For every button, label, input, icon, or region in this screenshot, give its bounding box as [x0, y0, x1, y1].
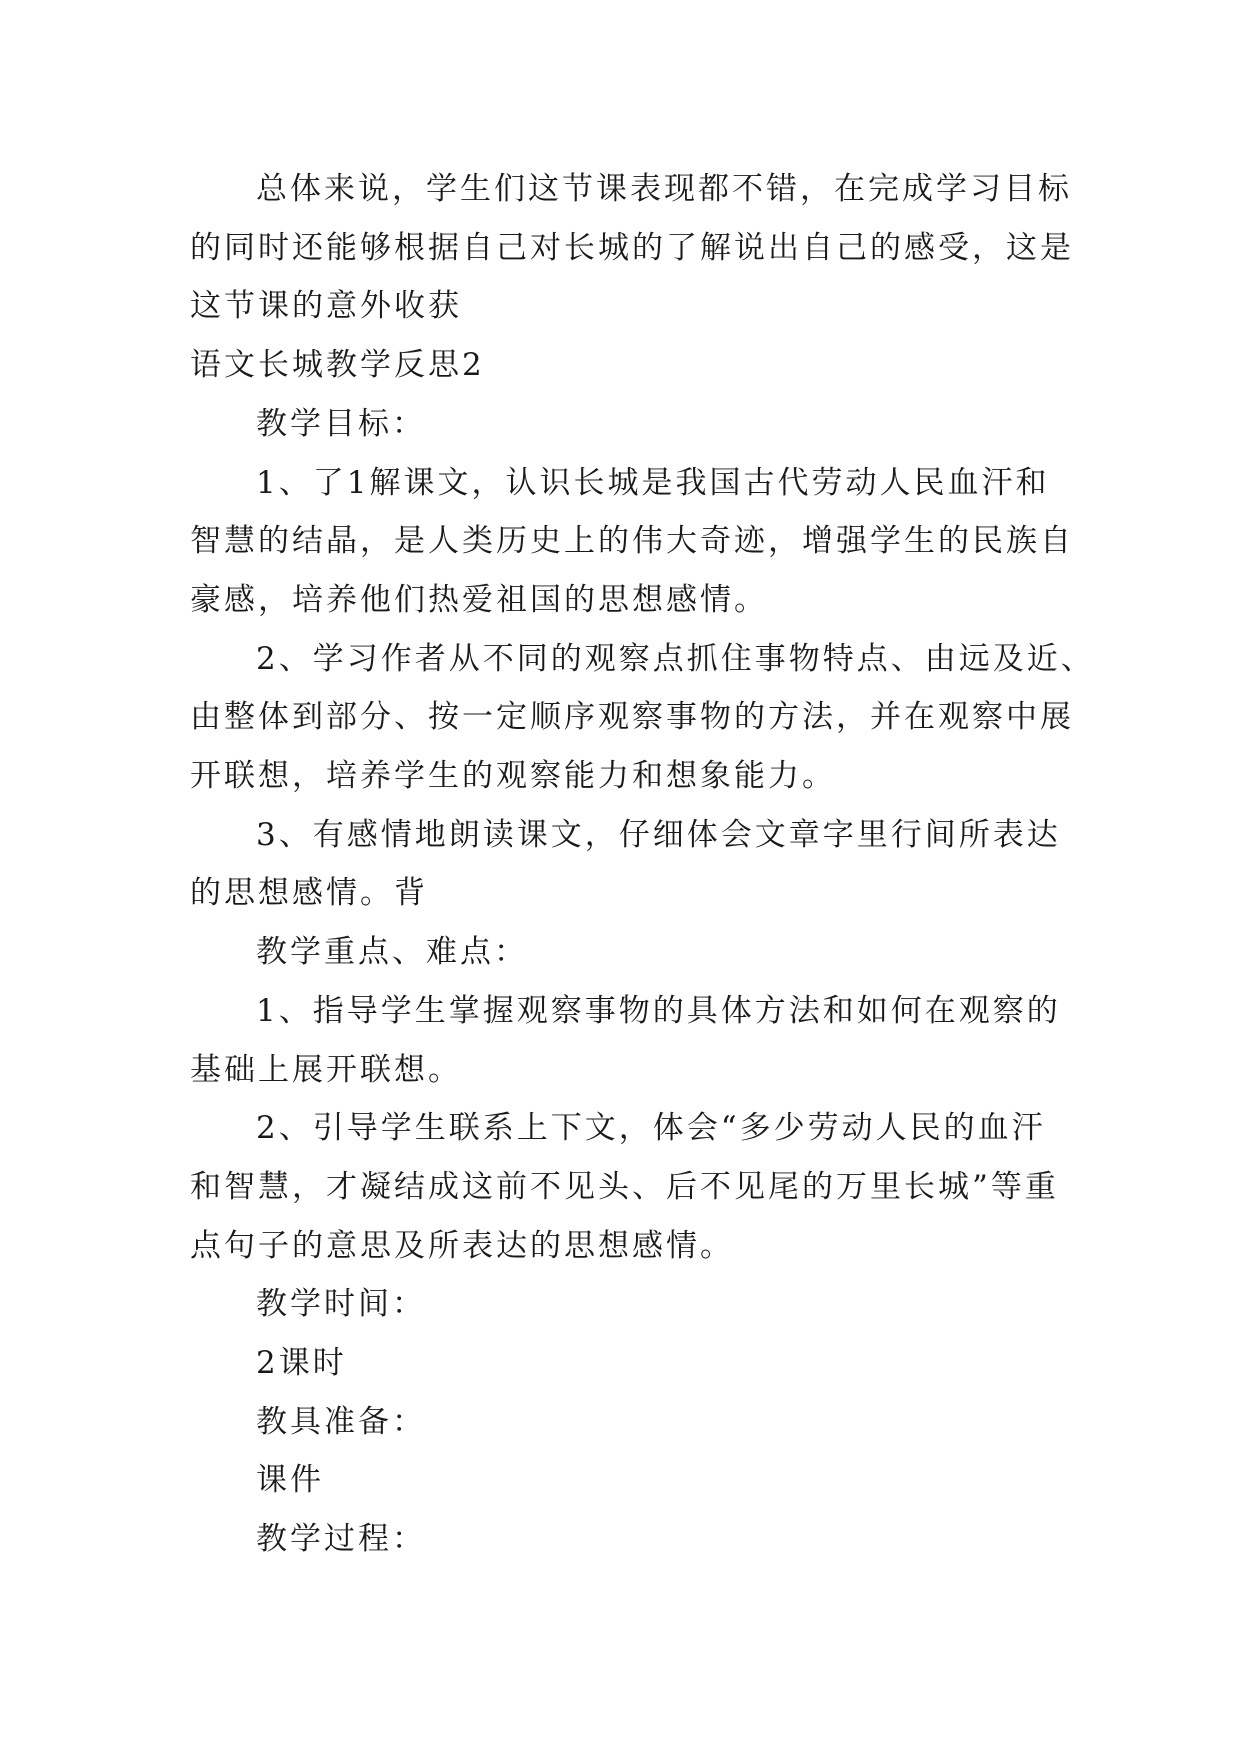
heading-teaching-aids: 教具准备： — [256, 1403, 426, 1440]
paragraph-line: 2、学习作者从不同的观察点抓住事物特点、由远及近、 — [256, 640, 1095, 677]
paragraph-line: 1、了1解课文，认识长城是我国古代劳动人民血汗和 — [256, 464, 1050, 501]
paragraph-line: 3、有感情地朗读课文，仔细体会文章字里行间所表达 — [256, 816, 1061, 853]
heading-objectives: 教学目标： — [256, 405, 426, 442]
paragraph-line: 1、指导学生掌握观察事物的具体方法和如何在观察的 — [256, 992, 1061, 1029]
heading-teaching-process: 教学过程： — [256, 1521, 426, 1558]
paragraph-line: 这节课的意外收获 — [190, 288, 462, 325]
paragraph-line: 2、引导学生联系上下文，体会“多少劳动人民的血汗 — [256, 1110, 1046, 1147]
paragraph-line: 点句子的意思及所表达的思想感情。 — [190, 1227, 734, 1264]
paragraph-line: 课件 — [256, 1462, 324, 1499]
paragraph-line: 智慧的结晶，是人类历史上的伟大奇迹，增强学生的民族自 — [190, 523, 1074, 560]
paragraph-line: 和智慧，才凝结成这前不见头、后不见尾的万里长城”等重 — [190, 1168, 1059, 1205]
heading-teaching-time: 教学时间： — [256, 1286, 426, 1323]
heading-key-points: 教学重点、难点： — [256, 934, 528, 971]
paragraph-line: 总体来说，学生们这节课表现都不错，在完成学习目标 — [256, 171, 1072, 207]
section-title: 语文长城教学反思2 — [190, 347, 485, 384]
paragraph-line: 开联想，培养学生的观察能力和想象能力。 — [190, 758, 836, 795]
paragraph-line: 基础上展开联想。 — [190, 1051, 462, 1088]
paragraph-line: 由整体到部分、按一定顺序观察事物的方法，并在观察中展 — [190, 699, 1074, 736]
paragraph-line: 豪感，培养他们热爱祖国的思想感情。 — [190, 581, 768, 618]
paragraph-line: 2课时 — [256, 1345, 347, 1382]
paragraph-line: 的思想感情。背 — [190, 875, 428, 912]
paragraph-line: 的同时还能够根据自己对长城的了解说出自己的感受，这是 — [190, 229, 1074, 266]
